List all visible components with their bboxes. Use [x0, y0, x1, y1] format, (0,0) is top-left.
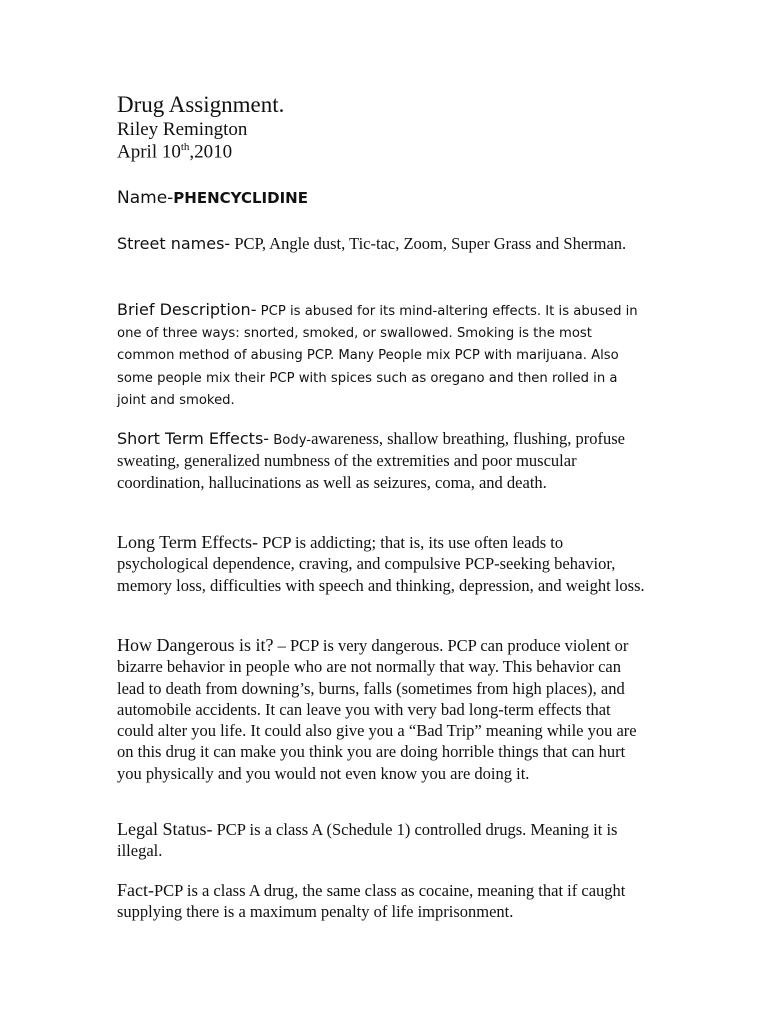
document-date: [117, 141, 647, 163]
section-how-dangerous: [117, 635, 647, 785]
section-body: – PCP is very dangerous. PCP can produce violent or bizarre behavior in people who are not normally that way. This behavior can lead to death from downing’s, burns, falls (sometimes from high places), and automobile accidents. It can leave you with very bad long-term effects that could alter you life. It could also give you a “Bad Trip” meaning while you are on this drug it can make you think you are doing horrible things that can hurt you physically and you would not even know you are doing it.: [117, 636, 637, 783]
section-body: PCP, Angle dust, Tic-tac, Zoom, Super Grass and Sherman.: [230, 234, 627, 253]
section-body: PCP is addicting; that is, its use often leads to psychological dependence, craving, and compulsive PCP-seeking behavior, memory loss, difficulties with speech and thinking, depression, and weight loss.: [117, 533, 645, 595]
section-body: PCP is a class A drug, the same class as cocaine, meaning that if caught supplying there is a maximum penalty of life imprisonment.: [117, 881, 626, 922]
author-name: Riley Remington: [117, 119, 248, 140]
section-heading: Legal Status-: [117, 819, 213, 839]
drug-name-line: [117, 188, 647, 208]
section-heading: Brief Description-: [117, 300, 257, 319]
section-short-term-effects: [117, 429, 647, 494]
section-street-names: [117, 234, 647, 255]
section-heading: Short Term Effects-: [117, 429, 270, 448]
date-superscript: th: [180, 141, 190, 153]
section-body-lead: Body-: [269, 433, 312, 448]
section-heading: How Dangerous is it?: [117, 635, 274, 655]
section-heading: Long Term Effects-: [117, 532, 259, 552]
date-suffix: ,2010: [189, 141, 233, 163]
date-prefix: April 10: [117, 141, 181, 163]
section-heading: Street names-: [117, 234, 231, 253]
name-label: Name-: [117, 188, 174, 208]
section-body: awareness, shallow breathing, flushing, profuse sweating, generalized numbness of the extremities and poor muscular coordination, hallucinations as well as seizures, coma, and death.: [117, 429, 625, 492]
document-title: Drug Assignment.: [117, 92, 285, 117]
section-heading: Fact-: [117, 880, 154, 900]
section-brief-description: [117, 299, 647, 411]
section-body: PCP is a class A (Schedule 1) controlled drugs. Meaning it is illegal.: [117, 820, 618, 861]
section-body: PCP is abused for its mind-altering effects. It is abused in one of three ways: snorted, smoked, or swallowed. Smoking is the most common method of abusing PCP. Many People mix PCP with marijuana. Also some people mix their PCP with spices such as oregano and then rolled in a joint and smoked.: [117, 304, 638, 408]
section-long-term-effects: [117, 532, 647, 597]
section-fact: [117, 880, 647, 924]
section-legal-status: [117, 819, 647, 863]
name-value: PHENCYCLIDINE: [173, 189, 308, 207]
